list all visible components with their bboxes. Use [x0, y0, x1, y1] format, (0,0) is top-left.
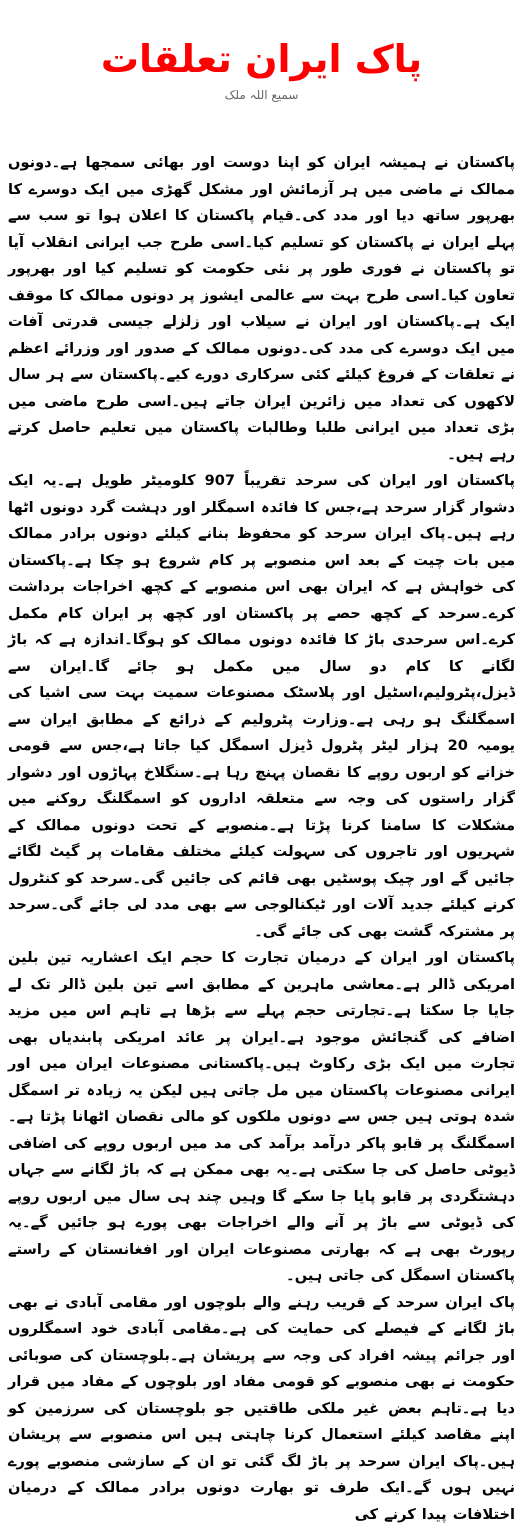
paragraph-4: پاک ایران سرحد کے قریب رہنے والے بلوچوں اور مقامی آبادی نے بھی باڑ لگانے کے فیصلے کی حمایت کی ہے۔مقامی آبادی خود اسمگلروں اور جرائم پیشہ افراد کی وجہ سے پریشان ہے۔بلوچستان کی صوبائی حکومت نے بھی منصوبے کو قومی مفاد اور بلوچوں کے مفاد میں قرار دیا ہے۔تاہم بعض غیر ملکی طاقتیں جو بلوچستان کی سرزمین کو اپنے مقاصد کیلئے استعمال کرنا چاہتی ہیں اس منصوبے سے پریشان ہیں۔پاک ایران سرحد پر باڑ لگ گئی تو ان کے سازشی منصوبے پورے نہیں ہوں گے۔ایک طرف تو بھارت دونوں برادر ممالک کے درمیان اختلافات پیدا کرنے کی — [8, 1290, 515, 1528]
article-title: پاک ایران تعلقات — [8, 36, 515, 82]
paragraph-2: پاکستان اور ایران کی سرحد تقریباً 907 کلومیٹر طویل ہے۔یہ ایک دشوار گزار سرحد ہے،جس کا فائدہ اسمگلر اور دہشت گرد دونوں اٹھا رہے ہیں۔پاک ایران سرحد کو محفوظ بنانے کیلئے دونوں برادر ممالک میں بات چیت کے بعد اس منصوبے پر کام شروع ہو چکا ہے۔پاکستان کی خواہش ہے کہ ایران بھی اس منصوبے کے کچھ اخراجات برداشت کرے۔سرحد کے کچھ حصے پر پاکستان اور کچھ پر ایران کام مکمل کرے۔اس سرحدی باڑ کا فائدہ دونوں ممالک کو ہوگا۔اندازہ ہے کہ باڑ لگانے کا کام دو سال میں مکمل ہو جائے گا۔ایران سے ڈیزل،پٹرولیم،اسٹیل اور پلاسٹک مصنوعات سمیت بہت سی اشیا کی اسمگلنگ ہو رہی ہے۔وزارت پٹرولیم کے ذرائع کے مطابق ایران سے یومیہ 20 ہزار لیٹر پٹرول ڈیزل اسمگل کیا جاتا ہے،جس سے قومی خزانے کو اربوں روپے کا نقصان پہنچ رہا ہے۔سنگلاخ پہاڑوں اور دشوار گزار راستوں کی وجہ سے متعلقہ اداروں کو اسمگلنگ روکنے میں مشکلات کا سامنا کرنا پڑتا ہے۔منصوبے کے تحت دونوں ممالک کے شہریوں اور تاجروں کی سہولت کیلئے مختلف مقامات پر گیٹ لگائے جائیں گے اور چیک پوسٹیں بھی قائم کی جائیں گی۔سرحد کو کنٹرول کرنے کیلئے جدید آلات اور ٹیکنالوجی سے بھی مدد لی جائے گی۔سرحد پر مشترکہ گشت بھی کی جائے گی۔ — [8, 468, 515, 945]
paragraph-3: پاکستان اور ایران کے درمیان تجارت کا حجم ایک اعشاریہ تین بلین امریکی ڈالر ہے۔معاشی ماہرین کے مطابق اسے تین بلین ڈالر تک لے جایا جا سکتا ہے۔تجارتی حجم پہلے سے بڑھا ہے تاہم اس میں مزید اضافے کی گنجائش موجود ہے۔ایران پر عائد امریکی پابندیاں بھی تجارت میں ایک بڑی رکاوٹ ہیں۔پاکستانی مصنوعات ایران میں اور ایرانی مصنوعات پاکستان میں مل جاتی ہیں لیکن یہ زیادہ تر اسمگل شدہ ہوتی ہیں جس سے دونوں ملکوں کو مالی نقصان اٹھانا پڑتا ہے۔اسمگلنگ پر قابو پاکر درآمد برآمد کی مد میں اربوں روپے کی اضافی ڈیوٹی حاصل کی جا سکتی ہے۔یہ بھی ممکن ہے کہ باڑ لگانے سے جہاں دہشتگردی پر قابو پایا جا سکے گا وہیں چند ہی سال میں اربوں روپے کی ڈیوٹی سے باڑ پر آنے والے اخراجات بھی پورے ہو جائیں گے۔یہ رپورٹ بھی ہے کہ بھارتی مصنوعات ایران اور افغانستان کے راستے پاکستان اسمگل کی جاتی ہیں۔ — [8, 945, 515, 1290]
article-page — [0, 36, 529, 1294]
paragraph-1: پاکستان نے ہمیشہ ایران کو اپنا دوست اور بھائی سمجھا ہے۔دونوں ممالک نے ماضی میں ہر آزمائش اور مشکل گھڑی میں ایک دوسرے کا بھرپور ساتھ دیا اور مدد کی۔قیام پاکستان کا اعلان ہوا تو سب سے پہلے ایران نے پاکستان کو تسلیم کیا۔اسی طرح جب ایرانی انقلاب آیا تو پاکستان نے فوری طور پر نئی حکومت کو تسلیم کیا اور بھرپور تعاون کیا۔اسی طرح بہت سے عالمی ایشوز پر دونوں ممالک کا موقف ایک ہے۔پاکستان اور ایران نے سیلاب اور زلزلے جیسی قدرتی آفات میں ایک دوسرے کی مدد کی۔دونوں ممالک کے صدور اور وزرائے اعظم نے تعلقات کے فروغ کیلئے کئی سرکاری دورے کیے۔پاکستان سے ہر سال لاکھوں کی تعداد میں زائرین ایران جاتے ہیں۔اسی طرح ماضی میں بڑی تعداد میں ایرانی طلبا وطالبات پاکستان میں تعلیم حاصل کرتے رہے ہیں۔ — [8, 150, 515, 468]
article-body — [8, 150, 515, 1528]
author-byline: سمیع اللہ ملک — [8, 86, 515, 104]
